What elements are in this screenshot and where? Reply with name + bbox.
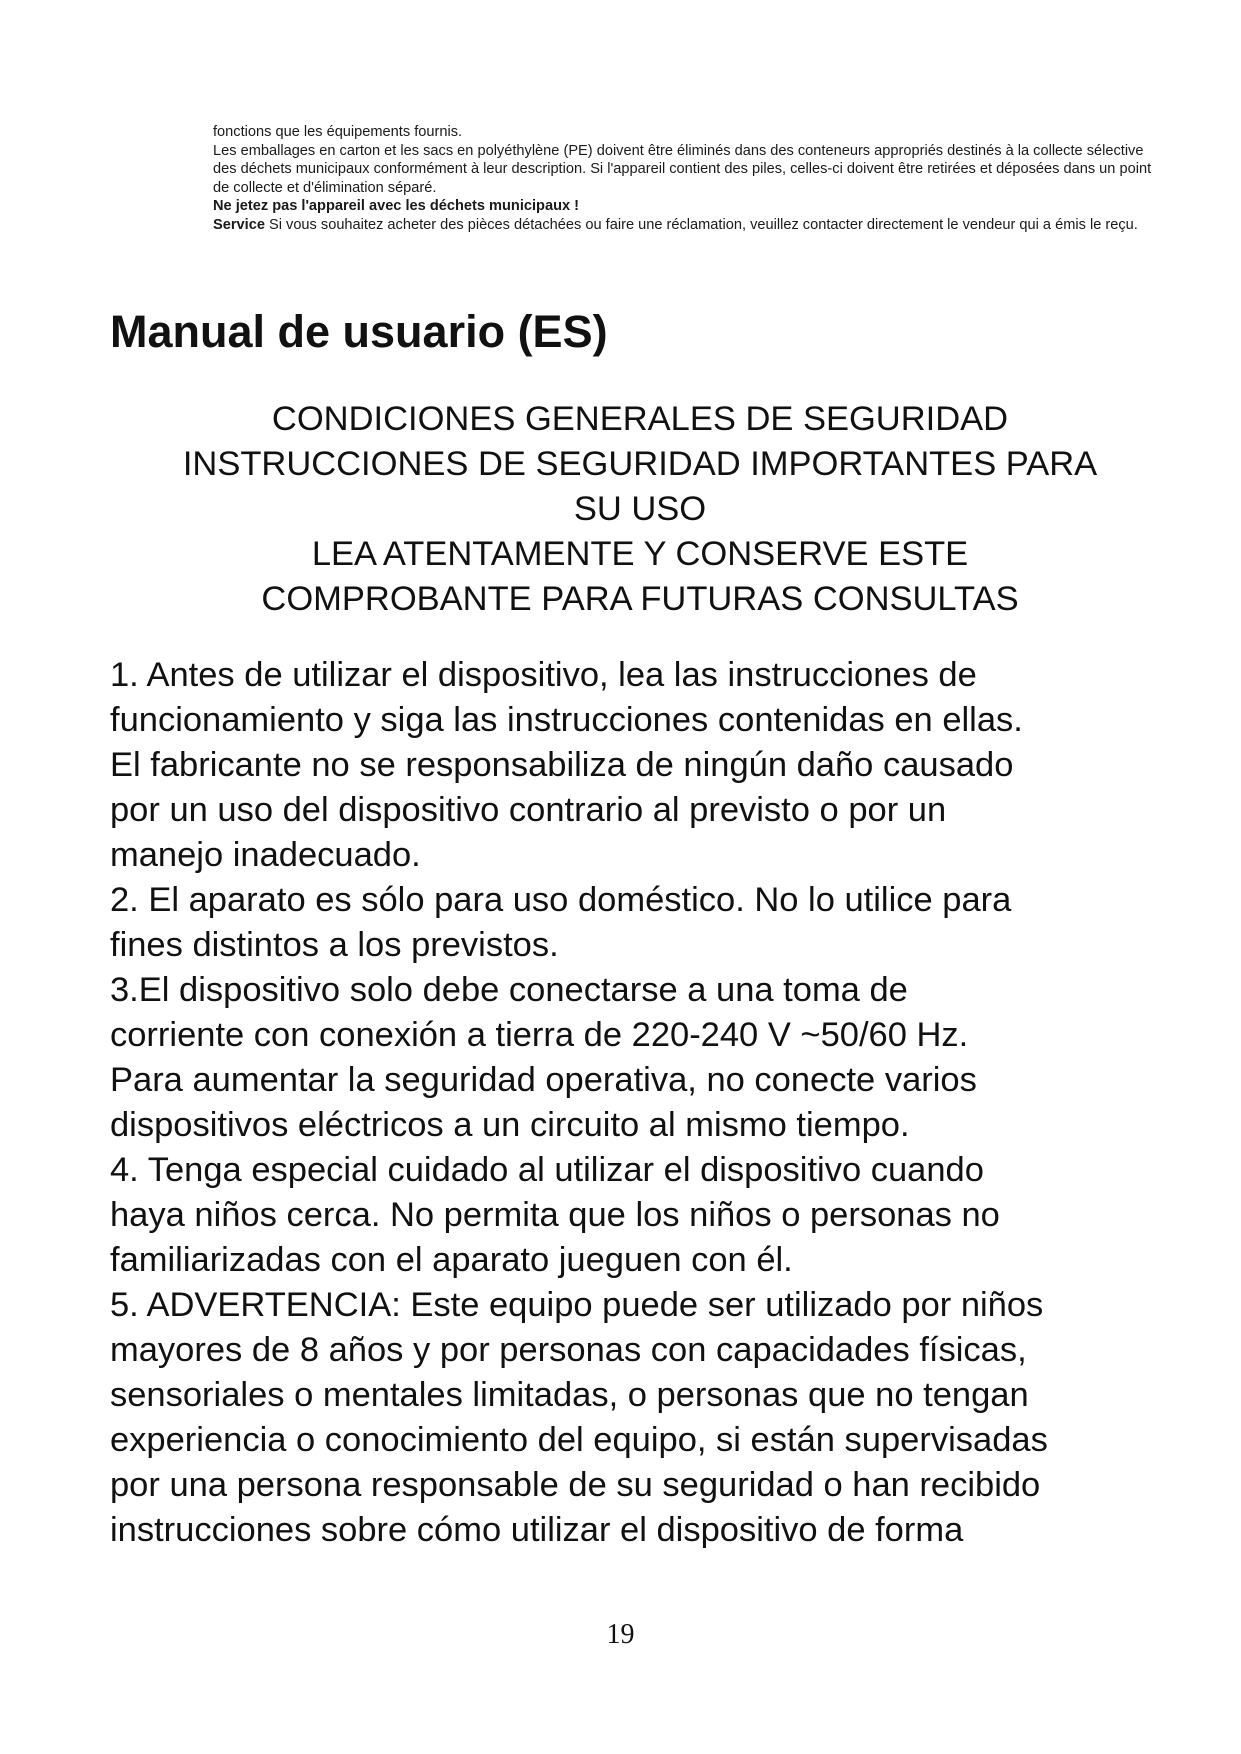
service-label: Service — [213, 216, 265, 233]
body-line: mayores de 8 años y por personas con capacidades físicas, — [110, 1331, 1027, 1369]
body-line: 2. El aparato es sólo para uso doméstico. No lo utilice para — [110, 881, 1012, 919]
body-line: 5. ADVERTENCIA: Este equipo puede ser utilizado por niños — [110, 1286, 1044, 1324]
body-line: experiencia o conocimiento del equipo, si están supervisadas — [110, 1421, 1048, 1459]
body-line: por una persona responsable de su seguridad o han recibido — [110, 1466, 1041, 1504]
french-packaging-paragraph: Les emballages en carton et les sacs en polyéthylène (PE) doivent être éliminés dans des conteneurs appropriés destinés à la collecte sélective des déchets municipaux conformément à leur description. Si l'appareil contient des piles, celles-ci doivent être retirées et déposées dans un point de collecte et d'élimination séparé. — [213, 142, 1152, 196]
body-line: haya niños cerca. No permita que los niños o personas no — [110, 1196, 1000, 1234]
french-warning-bold: Ne jetez pas l'appareil avec les déchets municipaux ! — [213, 198, 580, 215]
french-warning — [213, 197, 1163, 216]
french-line-1: fonctions que les équipements fournis. — [213, 124, 463, 140]
heading-line: COMPROBANTE PARA FUTURAS CONSULTAS — [261, 580, 1019, 618]
body-line: Para aumentar la seguridad operativa, no conecte varios — [110, 1061, 977, 1099]
page-number: 19 — [606, 1619, 635, 1650]
body-line: sensoriales o mentales limitadas, o personas que no tengan — [110, 1376, 1029, 1414]
heading-line: CONDICIONES GENERALES DE SEGURIDAD — [271, 400, 1009, 438]
heading-line: INSTRUCCIONES DE SEGURIDAD IMPORTANTES PARA — [182, 445, 1098, 483]
body-line: funcionamiento y siga las instrucciones contenidas en ellas. — [110, 701, 1023, 739]
safety-heading — [100, 397, 1180, 622]
body-line: fines distintos a los previstos. — [110, 926, 559, 964]
heading-line: SU USO — [573, 490, 707, 528]
body-line: 4. Tenga especial cuidado al utilizar el dispositivo cuando — [110, 1151, 984, 1189]
body-line: dispositivos eléctricos a un circuito al mismo tiempo. — [110, 1106, 910, 1144]
body-line: familiarizadas con el aparato jueguen con él. — [110, 1241, 793, 1279]
body-line: manejo inadecuado. — [110, 836, 421, 874]
body-line: 3.El dispositivo solo debe conectarse a una toma de — [110, 971, 908, 1009]
french-service-paragraph — [213, 216, 1163, 235]
body-line: corriente con conexión a tierra de 220-240 V ~50/60 Hz. — [110, 1016, 969, 1054]
page-title: Manual de usuario (ES) — [110, 306, 608, 357]
service-text: Si vous souhaitez acheter des pièces détachées ou faire une réclamation, veuillez contacter directement le vendeur qui a émis le reçu. — [264, 216, 1138, 233]
body-line: El fabricante no se responsabiliza de ningún daño causado — [110, 746, 1014, 784]
body-line: por un uso del dispositivo contrario al previsto o por un — [110, 791, 947, 829]
body-line: instrucciones sobre cómo utilizar el dispositivo de forma — [110, 1511, 964, 1549]
french-notes — [213, 123, 1163, 235]
heading-line: LEA ATENTAMENTE Y CONSERVE ESTE — [311, 535, 969, 573]
safety-instructions — [110, 653, 1190, 1553]
body-line: 1. Antes de utilizar el dispositivo, lea las instrucciones de — [110, 656, 977, 694]
